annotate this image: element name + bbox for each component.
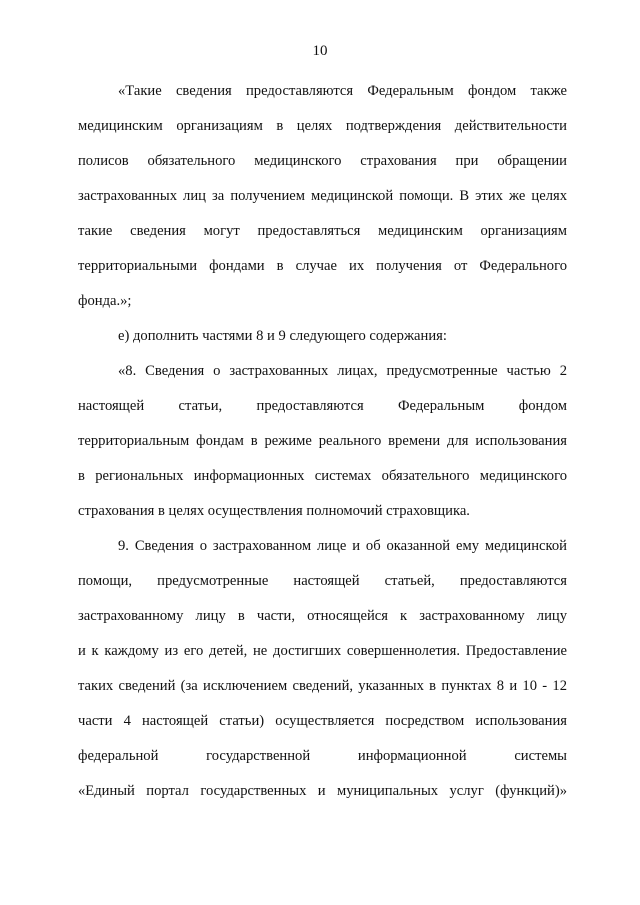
text-line: «Такие сведения предоставляются Федеральным фондом также [118, 83, 567, 99]
page-number: 10 [312, 43, 328, 59]
text-line: территориальными фондами в случае их получения от Федерального [78, 258, 567, 274]
paragraph-2 [78, 319, 567, 354]
text-line: такие сведения могут предоставляться медицинским организациям [78, 223, 567, 239]
text-line: в региональных информационных системах обязательного медицинского [78, 468, 567, 484]
text-line: «Единый портал государственных и муниципальных услуг (функций)» [78, 783, 567, 799]
text-line: застрахованных лиц за получением медицинской помощи. В этих же целях [78, 188, 567, 204]
text-line: застрахованному лицу в части, относящейся к застрахованному лицу [78, 608, 567, 624]
text-line: части 4 настоящей статьи) осуществляется посредством использования [78, 713, 567, 729]
text-line: территориальным фондам в режиме реального времени для использования [78, 433, 567, 449]
paragraph-4 [78, 529, 567, 809]
text-line: помощи, предусмотренные настоящей статьей, предоставляются [78, 573, 567, 589]
text-line: федеральной государственной информационной системы [78, 748, 567, 764]
paragraph-1 [78, 74, 567, 319]
text-line: настоящей статьи, предоставляются Федеральным фондом [78, 398, 567, 414]
text-line: и к каждому из его детей, не достигших совершеннолетия. Предоставление [78, 643, 567, 659]
text-line: таких сведений (за исключением сведений, указанных в пунктах 8 и 10 - 12 [78, 678, 567, 694]
text-line: медицинским организациям в целях подтверждения действительности [78, 118, 567, 134]
text-line: е) дополнить частями 8 и 9 следующего содержания: [118, 328, 447, 344]
text-line: фонда.»; [78, 293, 132, 309]
paragraph-3 [78, 354, 567, 529]
text-line: страхования в целях осуществления полномочий страховщика. [78, 503, 470, 519]
document-body [78, 74, 567, 809]
text-line: 9. Сведения о застрахованном лице и об оказанной ему медицинской [118, 538, 567, 554]
text-line: полисов обязательного медицинского страхования при обращении [78, 153, 567, 169]
text-line: «8. Сведения о застрахованных лицах, предусмотренные частью 2 [118, 363, 567, 379]
